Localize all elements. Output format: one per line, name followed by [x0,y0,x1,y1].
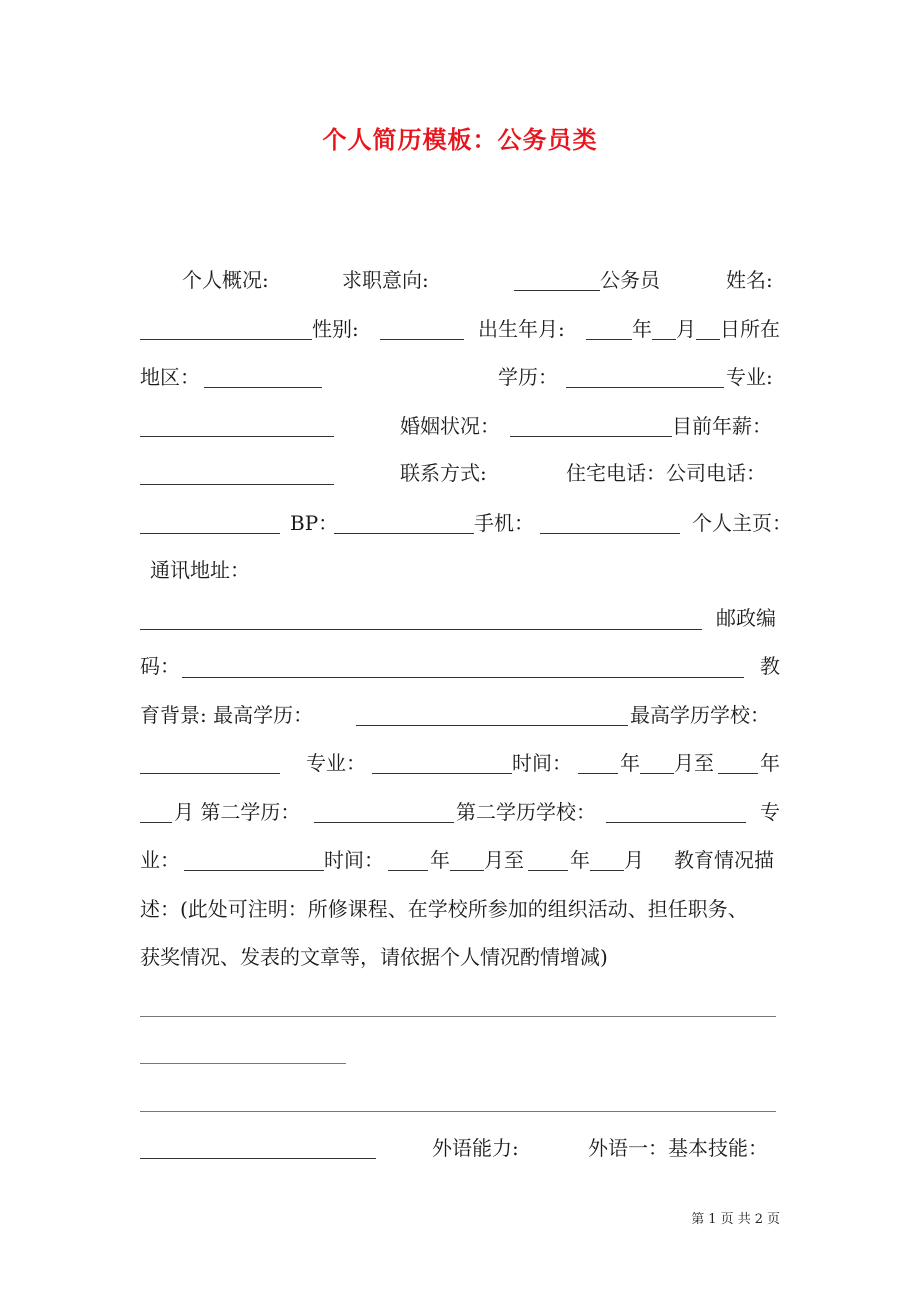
label-major-3-part1: 专 [760,800,780,824]
blank-major-2[interactable] [372,773,512,774]
page-mid: 页 共 [720,1212,751,1227]
total-pages: 2 [754,1212,763,1227]
blank-end-year[interactable] [718,773,758,774]
blank-start-month[interactable] [640,773,674,774]
label-education: 学历： [498,365,558,389]
blank-start-month-2[interactable] [450,870,484,871]
label-second-school: 第二学历学校： [456,800,596,824]
blank-highest-degree[interactable] [356,725,628,726]
label-homepage: 个人主页： [692,511,792,535]
blank-marital-status[interactable] [510,436,672,437]
label-bp: BP： [290,511,339,535]
label-postal-code-part1: 邮政编 [716,606,776,630]
label-home-company-phone: 住宅电话：公司电话： [566,461,766,485]
label-name: 姓名: [726,268,773,292]
page-title: 个人简历模板：公务员类 [322,126,598,154]
blank-education-desc-1[interactable] [140,1016,776,1017]
label-year-2: 年 [620,751,640,775]
label-year-5: 年 [570,848,590,872]
education-desc-text-1: 述：(此处可注明：所修课程、在学校所参加的组织活动、担任职务、 [140,897,748,921]
blank-mailing-address[interactable] [140,629,702,630]
label-education-bg-part1: 教 [760,654,780,678]
label-postal-code-part2: 码： [140,654,180,678]
label-year-4: 年 [430,848,450,872]
page-footer [687,1208,780,1227]
blank-region[interactable] [204,387,322,388]
education-desc-text-2: 获奖情况、发表的文章等，请依据个人情况酌情增减) [140,945,608,969]
label-gender: 性别: [312,317,359,341]
label-region: 地区： [140,365,200,389]
label-highest-school: 最高学历学校： [630,703,770,727]
label-month-2: 月 [624,848,644,872]
label-month: 月 [676,317,696,341]
blank-job-intention[interactable] [514,290,600,291]
label-highest-degree: 育背景: 最高学历： [140,703,314,727]
label-marital-status: 婚姻状况： [400,414,500,438]
label-month-to: 月至 [674,751,714,775]
section-personal-overview: 个人概况: [182,268,269,292]
label-time: 时间： [512,751,572,775]
blank-gender[interactable] [380,339,464,340]
blank-major[interactable] [140,436,334,437]
label-major-3-part2: 业： [140,848,180,872]
blank-second-degree[interactable] [314,822,454,823]
label-day-location: 日所在 [720,317,780,341]
blank-end-month[interactable] [140,822,172,823]
label-job-intention: 求职意向: [342,268,429,292]
blank-birth-year[interactable] [586,339,632,340]
label-language-ability: 外语能力: [432,1136,519,1160]
page-label: 第 [691,1212,705,1227]
blank-education-desc-4[interactable] [140,1158,376,1159]
blank-start-year[interactable] [578,773,618,774]
label-major-2: 专业： [306,751,366,775]
blank-phone[interactable] [140,533,280,534]
blank-end-month-2[interactable] [590,870,624,871]
label-major: 专业: [726,365,773,389]
blank-current-salary[interactable] [140,484,334,485]
label-language-one-skills: 外语一：基本技能： [588,1136,768,1160]
label-mobile: 手机： [474,511,534,535]
blank-education-desc-3[interactable] [140,1111,776,1112]
label-current-salary: 目前年薪： [672,414,772,438]
blank-education-desc-2[interactable] [140,1063,346,1064]
blank-start-year-2[interactable] [388,870,428,871]
page-end: 页 [766,1212,780,1227]
label-mailing-address: 通讯地址： [150,558,250,582]
blank-birth-month[interactable] [652,339,676,340]
blank-major-3[interactable] [184,870,324,871]
value-civil-servant: 公务员 [600,268,660,292]
label-month-to-2: 月至 [484,848,524,872]
label-year: 年 [632,317,652,341]
blank-education[interactable] [566,387,724,388]
blank-bp[interactable] [334,533,474,534]
label-contact: 联系方式: [400,461,487,485]
blank-end-year-2[interactable] [528,870,568,871]
blank-postal-code[interactable] [182,677,744,678]
page-number: 1 [708,1212,717,1227]
label-education-desc: 教育情况描 [674,848,774,872]
label-birth-date: 出生年月: [478,317,565,341]
blank-birth-day[interactable] [696,339,720,340]
label-month-second-degree: 月 第二学历： [174,800,301,824]
blank-second-school[interactable] [606,822,746,823]
label-time-2: 时间： [324,848,384,872]
label-year-3: 年 [760,751,780,775]
blank-highest-school[interactable] [140,773,280,774]
blank-mobile[interactable] [540,533,680,534]
blank-name[interactable] [140,339,312,340]
